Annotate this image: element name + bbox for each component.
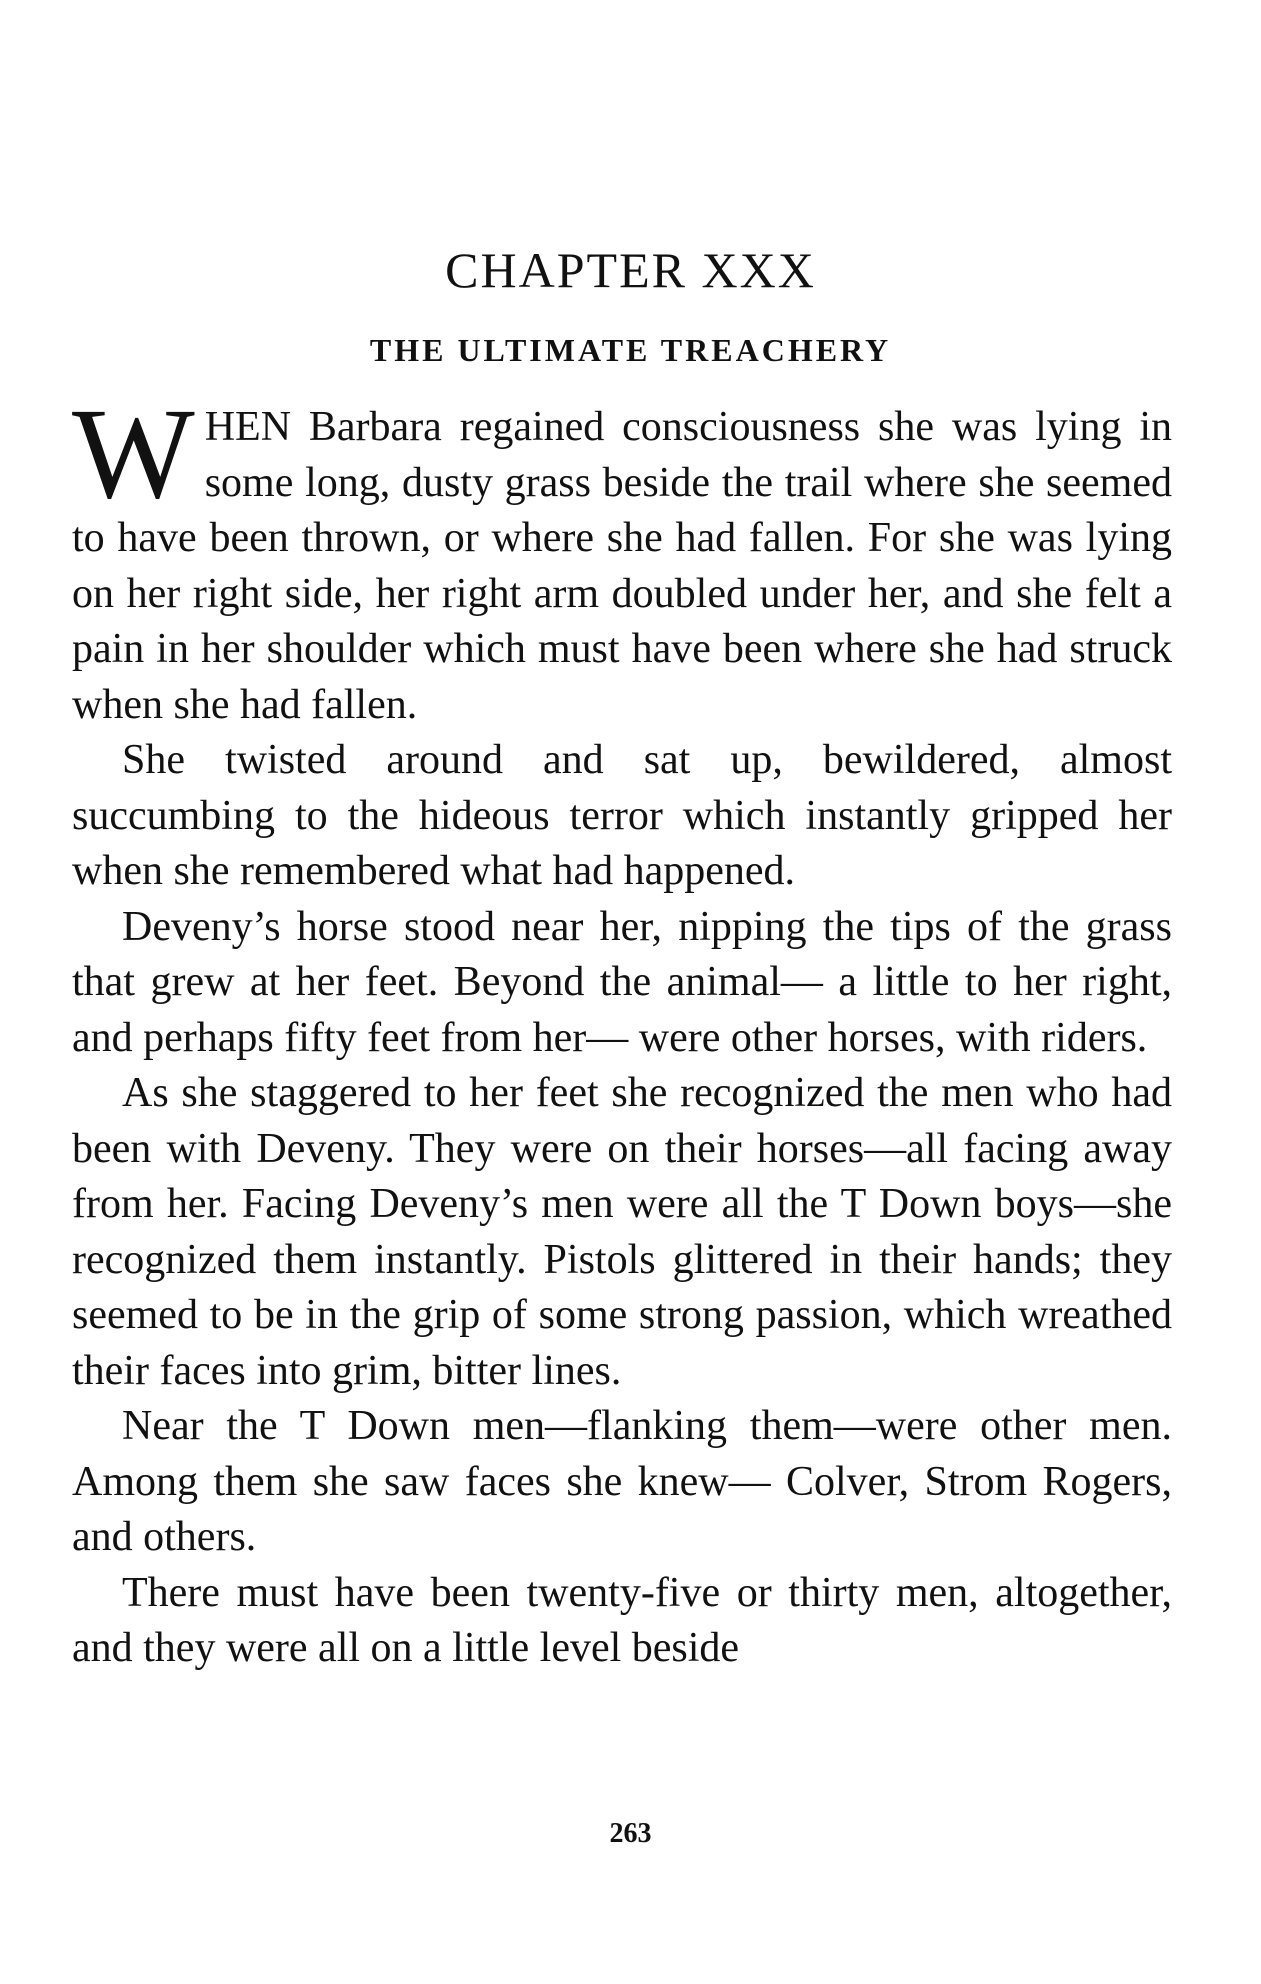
paragraph-1 — [72, 382, 1172, 733]
page-number: 263 — [609, 1818, 652, 1849]
paragraph-6: There must have been twenty-five or thirty men, altogether, and they were all on a little level beside — [72, 1569, 1172, 1671]
paragraph-4: As she staggered to her feet she recognized the men who had been with Deveny. They were on their horses—all facing away from her. Facing Deveny’s men were all the T Down boys—she recognized them instantly. Pistols glittered in their hands; they seemed to be in the grip of some strong passion, which wreathed their faces into grim, bitter lines. — [72, 1070, 1172, 1394]
paragraph-3: Deveny’s horse stood near her, nipping the tips of the grass that grew at her feet. Beyond the animal— a little to her right, and perhaps fifty feet from her— were other horses, with riders. — [72, 903, 1172, 1061]
chapter-title: CHAPTER XXX — [445, 242, 816, 298]
paragraph-5: Near the T Down men—flanking them—were other men. Among them she saw faces she knew— Colver, Strom Rogers, and others. — [72, 1403, 1172, 1560]
paragraph-1-text: HEN Barbara regained consciousness she was lying in some long, dusty grass beside the trail where she seemed to have been thrown, or where she had fallen. For she was lying on her right side, her right arm doubled under her, and she felt a pain in her shoulder which must have been where she had struck when she had fallen. — [72, 404, 1172, 728]
drop-cap: W — [72, 382, 195, 526]
chapter-body — [72, 382, 1172, 1677]
paragraph-2: She twisted around and sat up, bewildered, almost succumbing to the hideous terror which instantly gripped her when she remembered what had happened. — [72, 737, 1172, 894]
chapter-subtitle: THE ULTIMATE TREACHERY — [369, 332, 892, 368]
